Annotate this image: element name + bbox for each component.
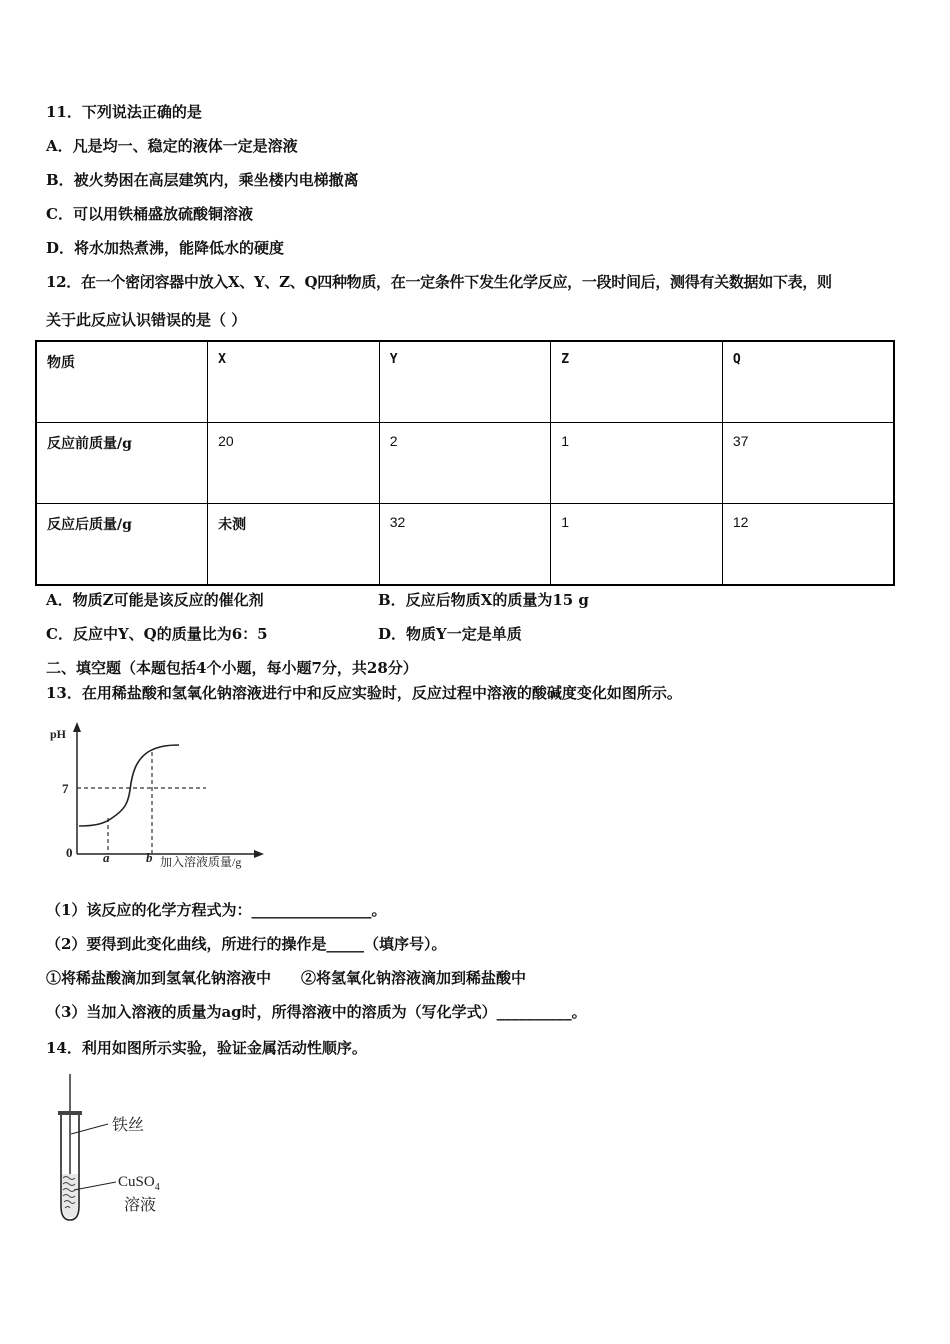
q14-stem: 14．利用如图所示实验，验证金属活动性顺序。 [46,1039,367,1057]
table-row [36,423,894,504]
table-cell: 1 [551,423,723,504]
table-header-cell: Q [722,341,894,423]
q13-sub2: （2）要得到此变化曲线，所进行的操作是_____（填序号）。 [46,935,447,953]
q13-choices: ①将稀盐酸滴加到氢氧化钠溶液中 ②将氢氧化钠溶液滴加到稀盐酸中 [46,969,527,987]
test-tube-figure [40,1070,200,1230]
table-cell: 未测 [208,504,380,586]
cuso4-solution [62,1174,78,1218]
q12-option-b: B．反应后物质X的质量为15 g [378,591,589,609]
test-tube-rim [58,1111,82,1115]
q13-sub3: （3）当加入溶液的质量为ag时，所得溶液中的溶质为（写化学式）__________。 [46,1003,587,1021]
cuso4-formula: CuSO$_4$ [118,1174,160,1193]
q12-option-d: D．物质Y一定是单质 [378,625,522,643]
table-header-row [36,341,894,423]
table-cell: 2 [379,423,551,504]
ph-curve [79,745,179,826]
solution-label: 溶液 [124,1197,157,1214]
q12-stem-line2: 关于此反应认识错误的是（ ） [46,311,247,329]
y-axis-arrow-icon [73,722,81,732]
x-axis-label: 加入溶液质量/g [160,855,242,869]
table-cell: 20 [208,423,380,504]
ph-curve-graph [44,718,284,878]
table-header-cell: X [208,341,380,423]
table-cell: 37 [722,423,894,504]
q13-stem: 13．在用稀盐酸和氢氧化钠溶液进行中和反应实验时，反应过程中溶液的酸碱度变化如图所示。 [46,684,682,702]
table-row [36,504,894,586]
q11-option-d: D．将水加热煮沸，能降低水的硬度 [46,239,285,257]
table-cell: 32 [379,504,551,586]
q12-option-a: A．物质Z可能是该反应的催化剂 [46,591,264,609]
q11-stem: 11．下列说法正确的是 [46,103,202,121]
section-title: 二、填空题（本题包括4个小题，每小题7分，共28分） [46,659,418,677]
y-axis-label: pH [50,727,67,741]
wire-leader-line [71,1124,108,1134]
table-cell: 1 [551,504,723,586]
table-header-cell: 物质 [36,341,208,423]
solution-leader-line [74,1182,116,1190]
x-mark-b: b [146,850,153,865]
q11-option-c: C．可以用铁桶盛放硫酸铜溶液 [46,205,253,223]
x-axis-arrow-icon [254,850,264,858]
q12-data-table [35,340,895,586]
table-header-cell: Z [551,341,723,423]
table-header-cell: Y [379,341,551,423]
y-tick-7: 7 [62,781,69,796]
x-mark-a: a [103,850,110,865]
q13-sub1: （1）该反应的化学方程式为：________________。 [46,901,387,919]
table-cell: 12 [722,504,894,586]
table-cell: 反应前质量/g [36,423,208,504]
origin-label: 0 [66,845,73,860]
q11-option-b: B．被火势困在高层建筑内，乘坐楼内电梯撤离 [46,171,359,189]
q12-option-c: C．反应中Y、Q的质量比为6：5 [46,625,268,643]
table-cell: 反应后质量/g [36,504,208,586]
iron-wire-label: 铁丝 [112,1117,145,1134]
q12-stem-line1: 12．在一个密闭容器中放入X、Y、Z、Q四种物质，在一定条件下发生化学反应，一段时间后，测得有关数据如下表，则 [46,273,832,291]
q11-option-a: A．凡是均一、稳定的液体一定是溶液 [46,137,298,155]
